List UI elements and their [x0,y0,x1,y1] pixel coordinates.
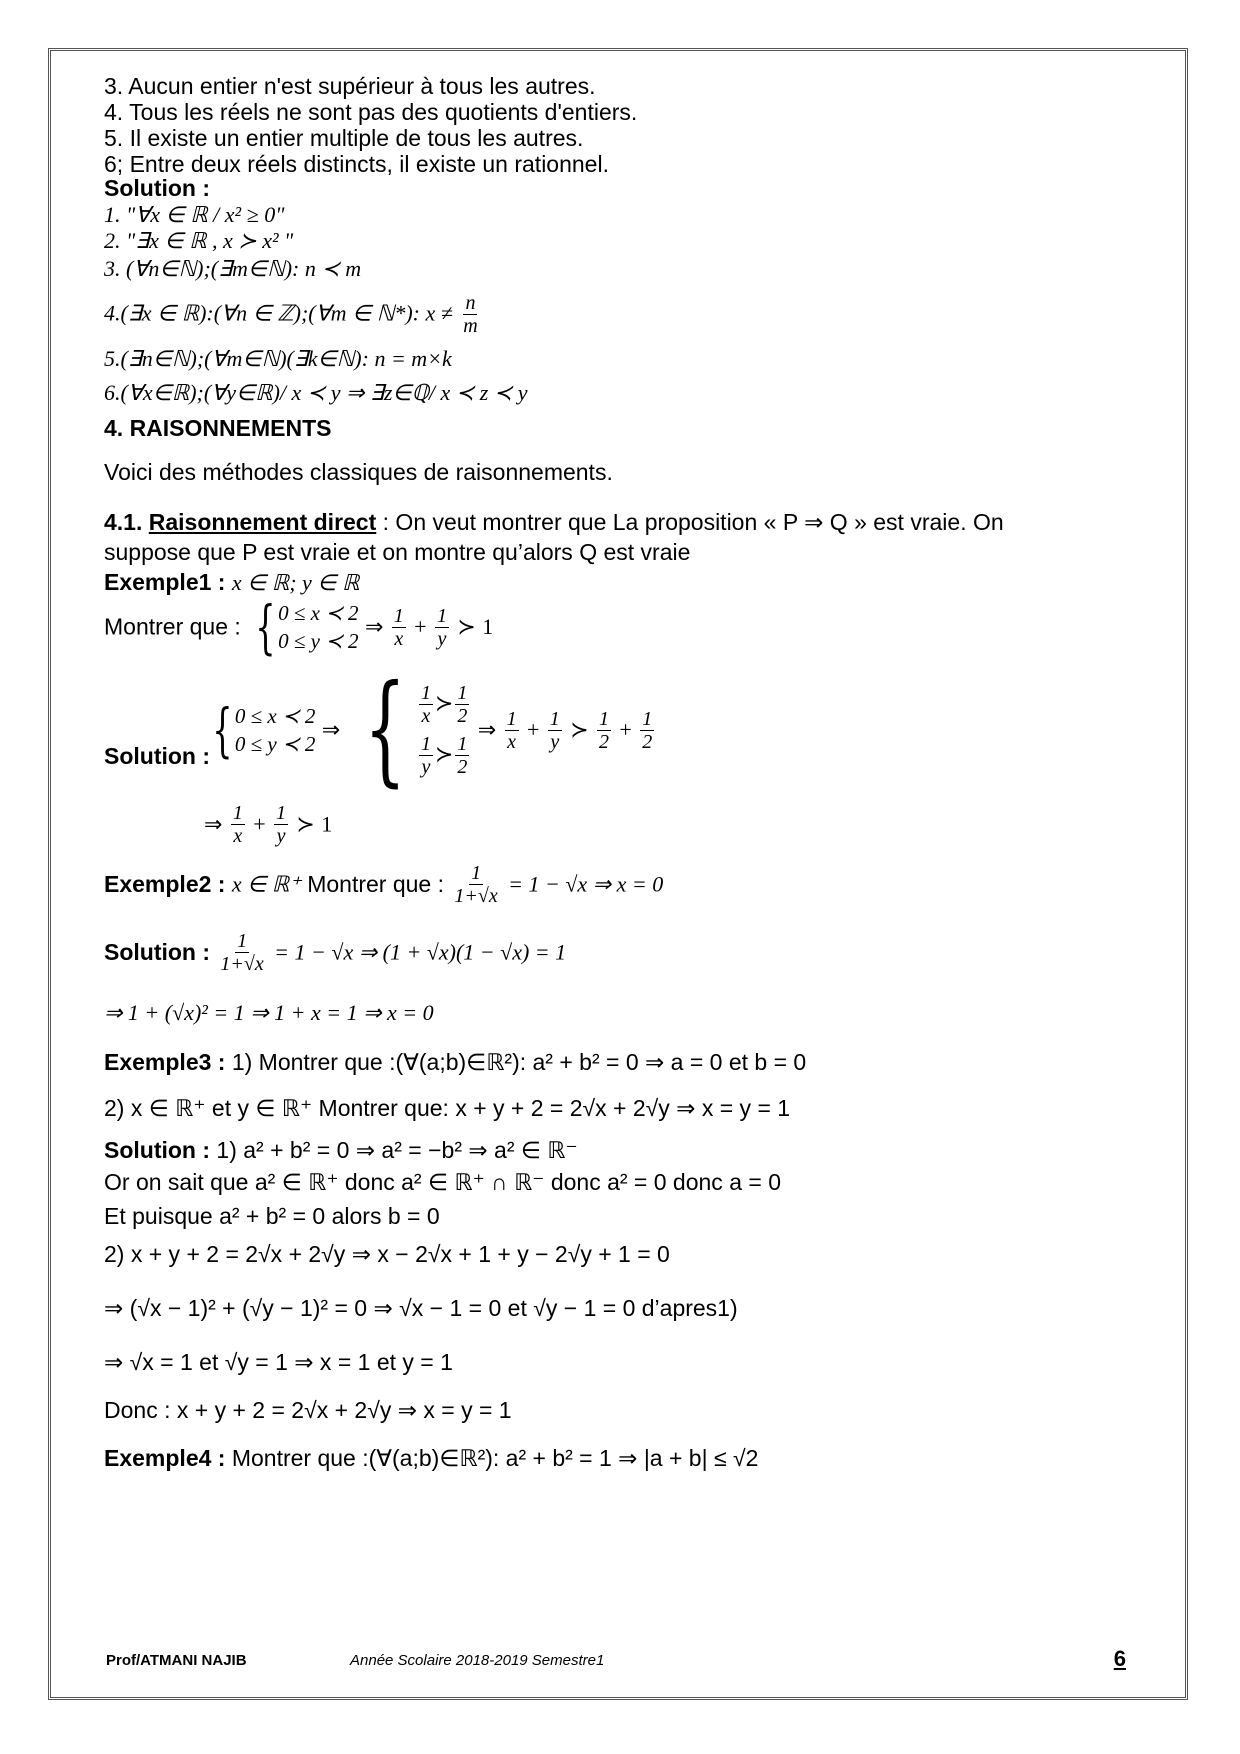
solution-label: Solution : [104,175,211,201]
ex4-statement: Exemple4 : Montrer que :(∀(a;b)∈ℝ²): a² + b² = 1 ⇒ |a + b| ≤ √2 [104,1445,759,1471]
intro-line-5: 5. Il existe un entier multiple de tous les autres. [104,125,584,151]
page-footer [106,1646,1126,1678]
solution-5: 5.(∃n∈ℕ);(∀m∈ℕ)(∃k∈ℕ): n = m×k [104,346,452,371]
ex3-solution-2: Or on sait que a² ∈ ℝ⁺ donc a² ∈ ℝ⁺ ∩ ℝ⁻ donc a² = 0 donc a = 0 [104,1169,781,1195]
ex2-solution: Solution : $\frac{1}{1+√x}$ = 1 − √x ⇒ (1 + √x)(1 − √x) = 1 [104,930,567,975]
ex2-statement: Exemple2 : x ∈ ℝ⁺ Montrer que : $\frac{1}{1+√x}$ = 1 − √x ⇒ x = 0 [104,862,664,907]
intro-line-6: 6; Entre deux réels distincts, il existe un rationnel. [104,151,609,177]
solution-3: 3. (∀n∈ℕ);(∃m∈ℕ): n ≺ m [104,256,362,281]
ex3-line1: Exemple3 : 1) Montrer que :(∀(a;b)∈ℝ²): a² + b² = 0 ⇒ a = 0 et b = 0 [104,1049,807,1075]
ex1-solution-label: Solution : [104,743,211,769]
ex1-header: Exemple1 : x ∈ ℝ; y ∈ ℝ [104,569,360,595]
ex3-solution-6: ⇒ √x = 1 et √y = 1 ⇒ x = 1 et y = 1 [104,1349,453,1375]
intro-line-3: 3. Aucun entier n'est supérieur à tous les autres. [104,73,596,99]
solution-4: 4.(∃x ∈ ℝ):(∀n ∈ ℤ);(∀m ∈ ℕ*): x ≠ $\frac{n}{m}$ [104,292,478,337]
section-intro: Voici des méthodes classiques de raisonnements. [104,459,613,485]
footer-year: Année Scolaire 2018-2019 Semestre1 [350,1652,605,1669]
page-number: 6 [1113,1646,1126,1671]
ex3-solution-3: Et puisque a² + b² = 0 alors b = 0 [104,1203,440,1229]
section-title: 4. RAISONNEMENTS [104,415,332,441]
sub41-line2: suppose que P est vraie et on montre qu’alors Q est vraie [104,539,691,565]
ex3-solution-4: 2) x + y + 2 = 2√x + 2√y ⇒ x − 2√x + 1 + y − 2√y + 1 = 0 [104,1241,670,1267]
ex3-line2: 2) x ∈ ℝ⁺ et y ∈ ℝ⁺ Montrer que: x + y + 2 = 2√x + 2√y ⇒ x = y = 1 [104,1095,791,1121]
ex1-statement: Montrer que : { 0 ≤ x ≺ 2 0 ≤ y ≺ 2 ⇒ $\frac{1}{x}$ + $\frac{1}{y}$ ≻ 1 [104,593,494,661]
sub41-line1: 4.1. Raisonnement direct : On veut montrer que La proposition « P ⇒ Q » est vraie. On [104,509,1004,535]
footer-author: Prof/ATMANI NAJIB [106,1652,247,1669]
ex2-solution-line2: ⇒ 1 + (√x)² = 1 ⇒ 1 + x = 1 ⇒ x = 0 [104,1000,434,1025]
ex3-solution-7: Donc : x + y + 2 = 2√x + 2√y ⇒ x = y = 1 [104,1397,512,1423]
intro-line-4: 4. Tous les réels ne sont pas des quotients d'entiers. [104,99,638,125]
ex3-solution-1: Solution : 1) a² + b² = 0 ⇒ a² = −b² ⇒ a² ∈ ℝ⁻ [104,1137,578,1163]
ex1-solution-conclusion: ⇒ $\frac{1}{x}$ + $\frac{1}{y}$ ≻ 1 [204,802,333,847]
ex1-solution-system: { 0 ≤ x ≺ 2 0 ≤ y ≺ 2 ⇒ { $\frac{1}{x}$ ≻ $\frac{1}{2}$ $\frac{1}{y}$ ≻ $\frac{1}{2}$ ⇒ $\frac{1}{x}$ + $\frac{1}{y}$ ≻ $\frac{1}{2}$ + $\frac{1}{2}$ [212,660,653,799]
solution-6: 6.(∀x∈ℝ);(∀y∈ℝ)/ x ≺ y ⇒ ∃z∈ℚ/ x ≺ z ≺ y [104,380,528,405]
ex3-solution-5: ⇒ (√x − 1)² + (√y − 1)² = 0 ⇒ √x − 1 = 0 et √y − 1 = 0 d’apres1) [104,1295,738,1321]
sub41-title: Raisonnement direct [148,509,377,535]
solution-2: 2. "∃x ∈ ℝ , x ≻ x² " [104,228,294,253]
solution-1: 1. "∀x ∈ ℝ / x² ≥ 0" [104,202,285,227]
